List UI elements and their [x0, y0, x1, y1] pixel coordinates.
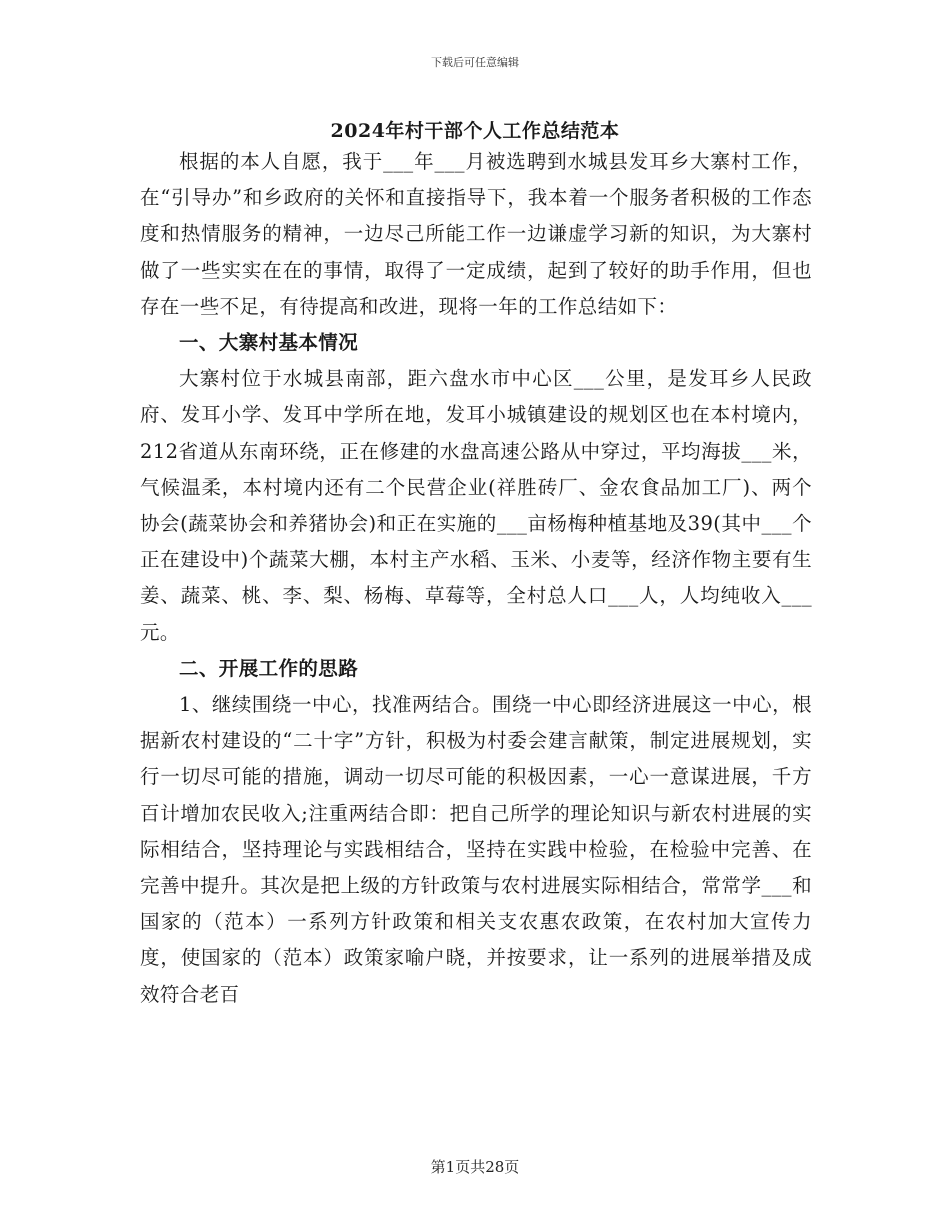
intro-paragraph: 根据的本人自愿，我于___年___月被选聘到水城县发耳乡大寨村工作，在“引导办”和乡政府的关怀和直接指导下，我本着一个服务者积极的工作态度和热情服务的精神，一边尽己所能工作一边谦虚学习新的知识，为大寨村做了一些实实在在的事情，取得了一定成绩，起到了较好的助手作用，但也存在一些不足，有待提高和改进，现将一年的工作总结如下： [140, 150, 812, 318]
page-number-footer: 第1页共28页 [430, 1158, 520, 1176]
section-heading-1: 一、大寨村基本情况 [179, 331, 359, 355]
section-paragraph-2: 1、继续围绕一中心，找准两结合。围绕一中心即经济进展这一中心，根据新农村建设的“二十字”方针，积极为村委会建言献策，制定进展规划，实行一切尽可能的措施，调动一切尽可能的积极因素，一心一意谋进展，千方百计增加农民收入;注重两结合即：把自己所学的理论知识与新农村进展的实际相结合，坚持理论与实践相结合，坚持在实践中检验，在检验中完善、在完善中提升。其次是把上级的方针政策与农村进展实际相结合，常常学___和国家的（范本）一系列方针政策和相关支农惠农政策，在农村加大宣传力度，使国家的（范本）政策家喻户晓，并按要求，让一系列的进展举措及成效符合老百 [140, 693, 812, 1006]
section-heading-2: 二、开展工作的思路 [179, 656, 359, 680]
document-title: 2024年村干部个人工作总结范本 [330, 120, 620, 142]
document-body [140, 144, 812, 1013]
page-header-note: 下载后可任意编辑 [431, 56, 519, 69]
section-paragraph-1: 大寨村位于水城县南部，距六盘水市中心区___公里，是发耳乡人民政府、发耳小学、发耳中学所在地，发耳小城镇建设的规划区也在本村境内，212省道从东南环绕，正在修建的水盘高速公路从中穿过，平均海拔___米，气候温柔，本村境内还有二个民营企业(祥胜砖厂、金农食品加工厂)、两个协会(蔬菜协会和养猪协会)和正在实施的___亩杨梅种植基地及39(其中___个正在建设中)个蔬菜大棚，本村主产水稻、玉米、小麦等，经济作物主要有生姜、蔬菜、桃、李、梨、杨梅、草莓等，全村总人口___人，人均纯收入___元。 [140, 367, 812, 644]
